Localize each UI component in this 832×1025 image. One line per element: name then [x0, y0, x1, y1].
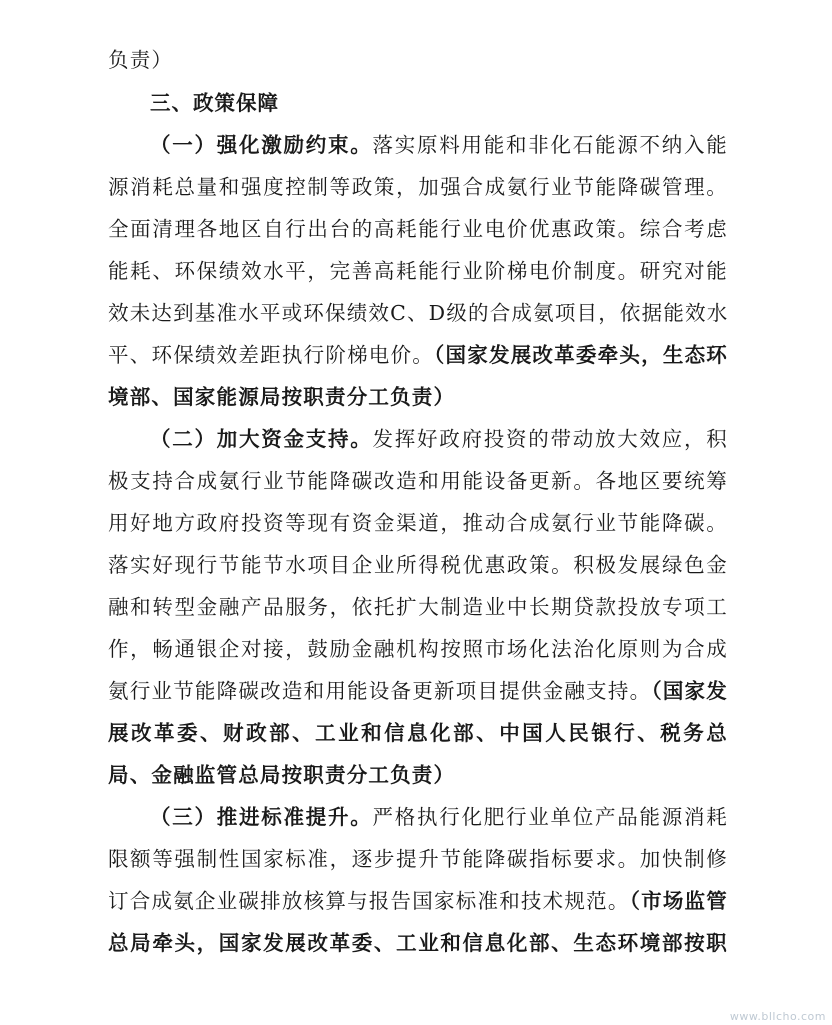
- bold-text-segment: （国家发展改革委牵头，生态环: [434, 343, 729, 367]
- paragraph-line: [108, 508, 728, 538]
- text-segment: 能耗、环保绩效水平，完善高耗能行业阶梯电价制度。研究对能: [108, 259, 728, 283]
- text-segment: 负责）: [108, 48, 174, 72]
- paragraph-line: [108, 844, 728, 874]
- bold-text-segment: （一）强化激励约束。: [150, 133, 373, 157]
- paragraph-line: [108, 718, 728, 748]
- paragraph-line: [108, 172, 728, 202]
- paragraph-line: [108, 634, 728, 664]
- paragraph-line: [150, 130, 728, 160]
- paragraph-line: [108, 760, 728, 790]
- watermark: www.bllcho.com: [729, 1010, 826, 1023]
- text-segment: 限额等强制性国家标准，逐步提升节能降碳指标要求。加快制修: [108, 847, 728, 871]
- paragraph-line: [108, 382, 728, 412]
- text-segment: 源消耗总量和强度控制等政策，加强合成氨行业节能降碳管理。: [108, 175, 728, 199]
- text-segment: 效未达到基准水平或环保绩效C、D级的合成氨项目，依据能效水: [108, 301, 729, 325]
- bold-text-segment: 展改革委、财政部、工业和信息化部、中国人民银行、税务总: [108, 721, 728, 745]
- paragraph-line: [108, 592, 728, 622]
- paragraph-line: [108, 256, 728, 286]
- text-segment: 落实好现行节能节水项目企业所得税优惠政策。积极发展绿色金: [108, 553, 728, 577]
- paragraph-line: [108, 340, 728, 370]
- paragraph-line: [150, 424, 728, 454]
- bold-text-segment: 境部、国家能源局按职责分工负责）: [108, 385, 456, 409]
- text-segment: 严格执行化肥行业单位产品能源消耗: [372, 805, 729, 829]
- bold-text-segment: （市场监管: [629, 889, 728, 913]
- bold-text-segment: 三、政策保障: [150, 91, 279, 115]
- paragraph-line: [108, 886, 728, 916]
- text-segment: 发挥好政府投资的带动放大效应，积: [372, 427, 729, 451]
- paragraph-line: [108, 45, 728, 75]
- bold-text-segment: 局、金融监管总局按职责分工负责）: [108, 763, 456, 787]
- paragraph-line: [108, 676, 728, 706]
- paragraph-line: [108, 928, 728, 958]
- text-segment: 极支持合成氨行业节能降碳改造和用能设备更新。各地区要统筹: [108, 469, 728, 493]
- text-segment: 用好地方政府投资等现有资金渠道，推动合成氨行业节能降碳。: [108, 511, 728, 535]
- paragraph-line: [108, 550, 728, 580]
- section-heading: [150, 88, 770, 118]
- text-segment: 氨行业节能降碳改造和用能设备更新项目提供金融支持。: [108, 679, 652, 703]
- paragraph-line: [108, 466, 728, 496]
- bold-text-segment: 总局牵头，国家发展改革委、工业和信息化部、生态环境部按职: [108, 931, 728, 955]
- bold-text-segment: （三）推进标准提升。: [150, 805, 373, 829]
- text-segment: 全面清理各地区自行出台的高耗能行业电价优惠政策。综合考虑: [108, 217, 728, 241]
- text-segment: 平、环保绩效差距执行阶梯电价。: [108, 343, 435, 367]
- paragraph-line: [108, 298, 728, 328]
- text-segment: 作，畅通银企对接，鼓励金融机构按照市场化法治化原则为合成: [108, 637, 728, 661]
- text-segment: 落实原料用能和非化石能源不纳入能: [372, 133, 729, 157]
- paragraph-line: [108, 214, 728, 244]
- text-segment: 订合成氨企业碳排放核算与报告国家标准和技术规范。: [108, 889, 630, 913]
- paragraph-line: [150, 802, 728, 832]
- text-segment: 融和转型金融产品服务，依托扩大制造业中长期贷款投放专项工: [108, 595, 728, 619]
- bold-text-segment: （二）加大资金支持。: [150, 427, 373, 451]
- bold-text-segment: （国家发: [651, 679, 728, 703]
